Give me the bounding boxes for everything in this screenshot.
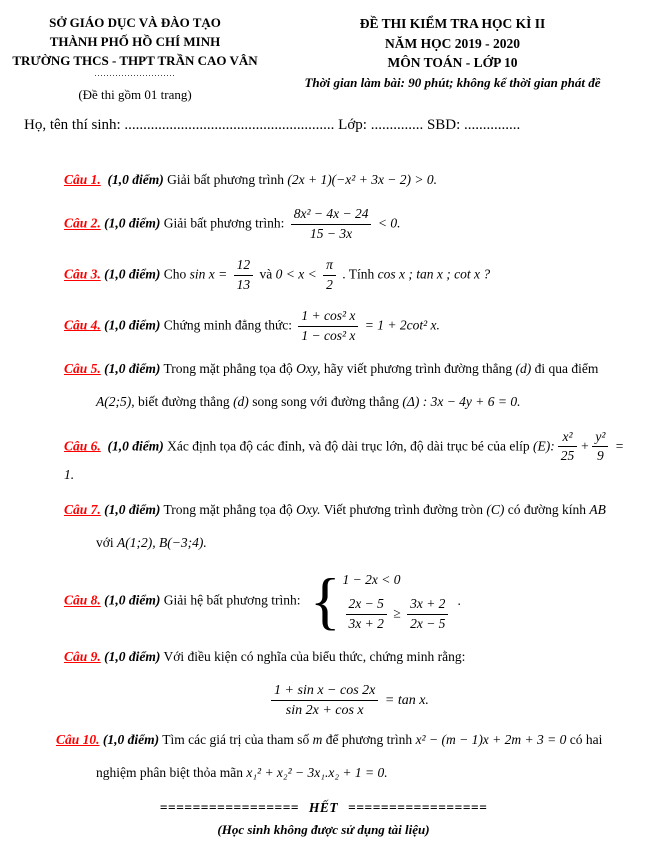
question-1-points: (1,0 điểm) — [107, 171, 164, 187]
question-9-equals-tan: = tan x. — [384, 692, 429, 708]
question-7-text-3: có đường kính — [507, 502, 586, 518]
question-5-line-d2: (d) — [233, 393, 249, 409]
question-3-range: 0 < x < — [275, 266, 317, 282]
question-4 — [0, 308, 647, 345]
system-rows — [343, 570, 452, 633]
question-5-line2 — [64, 392, 633, 413]
system-brace: { — [309, 565, 341, 637]
question-6-fraction-2 — [592, 429, 608, 466]
department-name: SỞ GIÁO DỤC VÀ ĐÀO TẠO — [49, 15, 221, 30]
question-5-label: Câu 5. — [64, 360, 101, 376]
question-2-fraction — [291, 206, 372, 243]
school-name: TRƯỜNG THCS - THPT TRẦN CAO VÂN — [12, 52, 258, 68]
fraction-denominator: 3x + 2 — [348, 615, 384, 631]
question-8-label: Câu 8. — [64, 592, 101, 608]
exam-pages-note: (Đề thi gồm 01 trang) — [78, 86, 192, 102]
question-9-fraction — [271, 682, 378, 720]
question-3 — [0, 257, 647, 294]
end-het-label: HẾT — [308, 799, 339, 815]
student-info-line — [24, 117, 629, 134]
question-5-delta-eq: (Δ) : 3x − 4y + 6 = 0. — [402, 393, 521, 409]
question-5-text-3: đi qua điểm — [534, 360, 599, 376]
question-8-ge: ≥ — [393, 605, 401, 621]
question-2-text: Giải bất phương trình: — [163, 215, 285, 231]
question-9-text: Với điều kiện có nghĩa của biểu thức, chứng minh rằng: — [163, 648, 466, 664]
fraction-denominator: 15 − 3x — [310, 226, 353, 242]
fraction-numerator: 3x + 2 — [407, 596, 448, 615]
question-2-inequality: < 0. — [377, 215, 401, 231]
question-6-label: Câu 6. — [64, 438, 101, 454]
question-5-oxy: Oxy, — [296, 360, 321, 376]
question-8-text: Giải hệ bất phương trình: — [163, 592, 301, 608]
exam-title: ĐỀ THI KIỂM TRA HỌC KÌ II — [359, 16, 546, 31]
fraction-denominator: 2 — [326, 277, 333, 293]
question-8 — [0, 565, 647, 637]
question-3-fraction-2 — [323, 257, 336, 294]
question-5-text-1: Trong mặt phẳng tọa độ — [163, 360, 293, 376]
class-label: Lớp: — [338, 116, 367, 133]
question-5 — [0, 359, 647, 413]
fraction-numerator: y² — [592, 429, 608, 448]
question-10-label: Câu 10. — [56, 731, 100, 747]
question-7-circle-c: (C) — [486, 502, 505, 518]
fraction-denominator: sin 2x + cos x — [285, 703, 364, 719]
end-equals-right: ================= — [348, 799, 488, 815]
time-limit-note: Thời gian làm bài: 90 phút; không kể thời gian phát đề — [304, 74, 601, 90]
student-name-blank: ........................................................ — [124, 116, 335, 133]
question-7-ab: AB — [589, 502, 606, 518]
system-row-2 — [343, 596, 452, 633]
city-name: THÀNH PHỐ HỒ CHÍ MINH — [49, 33, 221, 49]
question-5-points: (1,0 điểm) — [104, 360, 161, 376]
question-8-points: (1,0 điểm) — [104, 592, 161, 608]
subject-grade: MÔN TOÁN - LỚP 10 — [387, 55, 518, 71]
fraction-numerator: 12 — [234, 257, 254, 276]
question-1-text: Giải bất phương trình — [167, 171, 284, 187]
question-7-text-4: với — [96, 535, 114, 551]
question-7 — [0, 500, 647, 554]
question-3-compute: . Tính — [342, 266, 375, 282]
question-6-fraction-1 — [558, 429, 578, 466]
class-blank: .............. — [370, 116, 424, 133]
question-4-label: Câu 4. — [64, 317, 101, 333]
school-year: NĂM HỌC 2019 - 2020 — [385, 35, 520, 51]
question-3-points: (1,0 điểm) — [104, 266, 161, 282]
question-10-param-m: m — [312, 731, 323, 747]
question-8-tail: . — [457, 592, 461, 608]
question-9 — [0, 647, 647, 720]
question-2-label: Câu 2. — [64, 215, 101, 231]
question-10-points: (1,0 điểm) — [102, 731, 160, 747]
question-6-ellipse: (E): — [533, 438, 555, 454]
system-row-1: 1 − 2x < 0 — [342, 572, 401, 588]
sbd-label: SBD: — [426, 116, 461, 133]
question-3-label: Câu 3. — [64, 266, 101, 282]
no-materials-note: (Học sinh không được sử dụng tài liệu) — [217, 821, 430, 837]
fraction-denominator: 2x − 5 — [410, 615, 446, 631]
question-3-sin: sin x = — [189, 266, 228, 282]
question-5-point-a: A(2;5) — [96, 393, 132, 409]
question-7-oxy: Oxy. — [296, 502, 321, 518]
question-8-system — [304, 565, 461, 637]
question-6-plus: + — [580, 438, 590, 454]
header-dotted-separator: ........................... — [94, 68, 176, 78]
question-10-text-4: nghiệm phân biệt thỏa mãn — [96, 764, 243, 780]
question-9-equation — [64, 682, 633, 720]
question-1-formula: (2x + 1)(−x² + 3x − 2) > 0. — [287, 171, 438, 187]
fraction-denominator: 9 — [597, 448, 604, 464]
end-equals-left: ================= — [159, 799, 299, 815]
fraction-denominator: 25 — [560, 448, 575, 464]
question-10-text-1: Tìm các giá trị của tham số — [162, 731, 310, 747]
question-7-points: (1,0 điểm) — [104, 502, 161, 518]
header-left-block — [0, 14, 270, 103]
question-10-text-3: có hai — [569, 731, 603, 747]
question-3-text: Cho — [163, 266, 187, 282]
question-8-fraction-2 — [407, 596, 448, 633]
fraction-numerator: 1 + cos² x — [298, 308, 358, 327]
end-of-exam-line — [0, 800, 647, 816]
question-6-equals-one: = 1. — [64, 438, 624, 483]
question-7-line2 — [64, 533, 633, 554]
question-10-equation: x² − (m − 1)x + 2m + 3 = 0 — [415, 731, 567, 747]
question-5-text-4: , biết đường thẳng — [131, 393, 230, 409]
question-9-label: Câu 9. — [64, 648, 101, 664]
question-1 — [0, 170, 647, 191]
question-5-text-5: song song với đường thẳng — [252, 393, 400, 409]
question-4-points: (1,0 điểm) — [104, 317, 161, 333]
question-10-roots-condition: x₁² + x₂² − 3x₁.x₂ + 1 = 0. — [246, 764, 388, 780]
question-6 — [0, 429, 647, 487]
question-7-points-ab: A(1;2), B(−3;4). — [117, 535, 207, 551]
header-right-block — [270, 14, 635, 103]
question-9-points: (1,0 điểm) — [104, 648, 161, 664]
question-2 — [0, 206, 647, 243]
question-3-fraction-1 — [234, 257, 254, 294]
question-1-label: Câu 1. — [64, 171, 101, 187]
fraction-numerator: 8x² − 4x − 24 — [291, 206, 372, 225]
question-7-text-1: Trong mặt phẳng tọa độ — [163, 502, 293, 518]
question-3-and: và — [259, 266, 273, 282]
question-7-label: Câu 7. — [64, 502, 101, 518]
header — [0, 0, 647, 103]
fraction-numerator: x² — [558, 429, 578, 448]
question-3-targets: cos x ; tan x ; cot x ? — [377, 266, 491, 282]
fraction-numerator: 1 + sin x − cos 2x — [271, 682, 378, 702]
question-10 — [0, 730, 647, 784]
fraction-denominator: 13 — [236, 277, 251, 293]
question-4-text: Chứng minh đẳng thức: — [163, 317, 293, 333]
question-6-text: Xác định tọa độ các đỉnh, và độ dài trục lớn, độ dài trục bé của elíp — [167, 438, 530, 454]
question-4-fraction — [298, 308, 358, 345]
question-10-text-2: để phương trình — [325, 731, 413, 747]
question-5-text-2: hãy viết phương trình đường thẳng — [323, 360, 513, 376]
question-10-line2 — [56, 763, 633, 784]
fraction-denominator: 1 − cos² x — [301, 327, 356, 343]
fraction-numerator: 2x − 5 — [346, 596, 387, 615]
fraction-numerator: π — [323, 257, 336, 276]
question-6-points: (1,0 điểm) — [107, 438, 164, 454]
question-8-fraction-1 — [346, 596, 387, 633]
sbd-blank: ............... — [464, 116, 521, 133]
question-4-identity: = 1 + 2cot² x. — [364, 317, 440, 333]
question-7-text-2: Viết phương trình đường tròn — [323, 502, 484, 518]
student-name-label: Họ, tên thí sinh: — [24, 116, 121, 133]
question-2-points: (1,0 điểm) — [104, 215, 161, 231]
question-5-line-d: (d) — [515, 360, 532, 376]
